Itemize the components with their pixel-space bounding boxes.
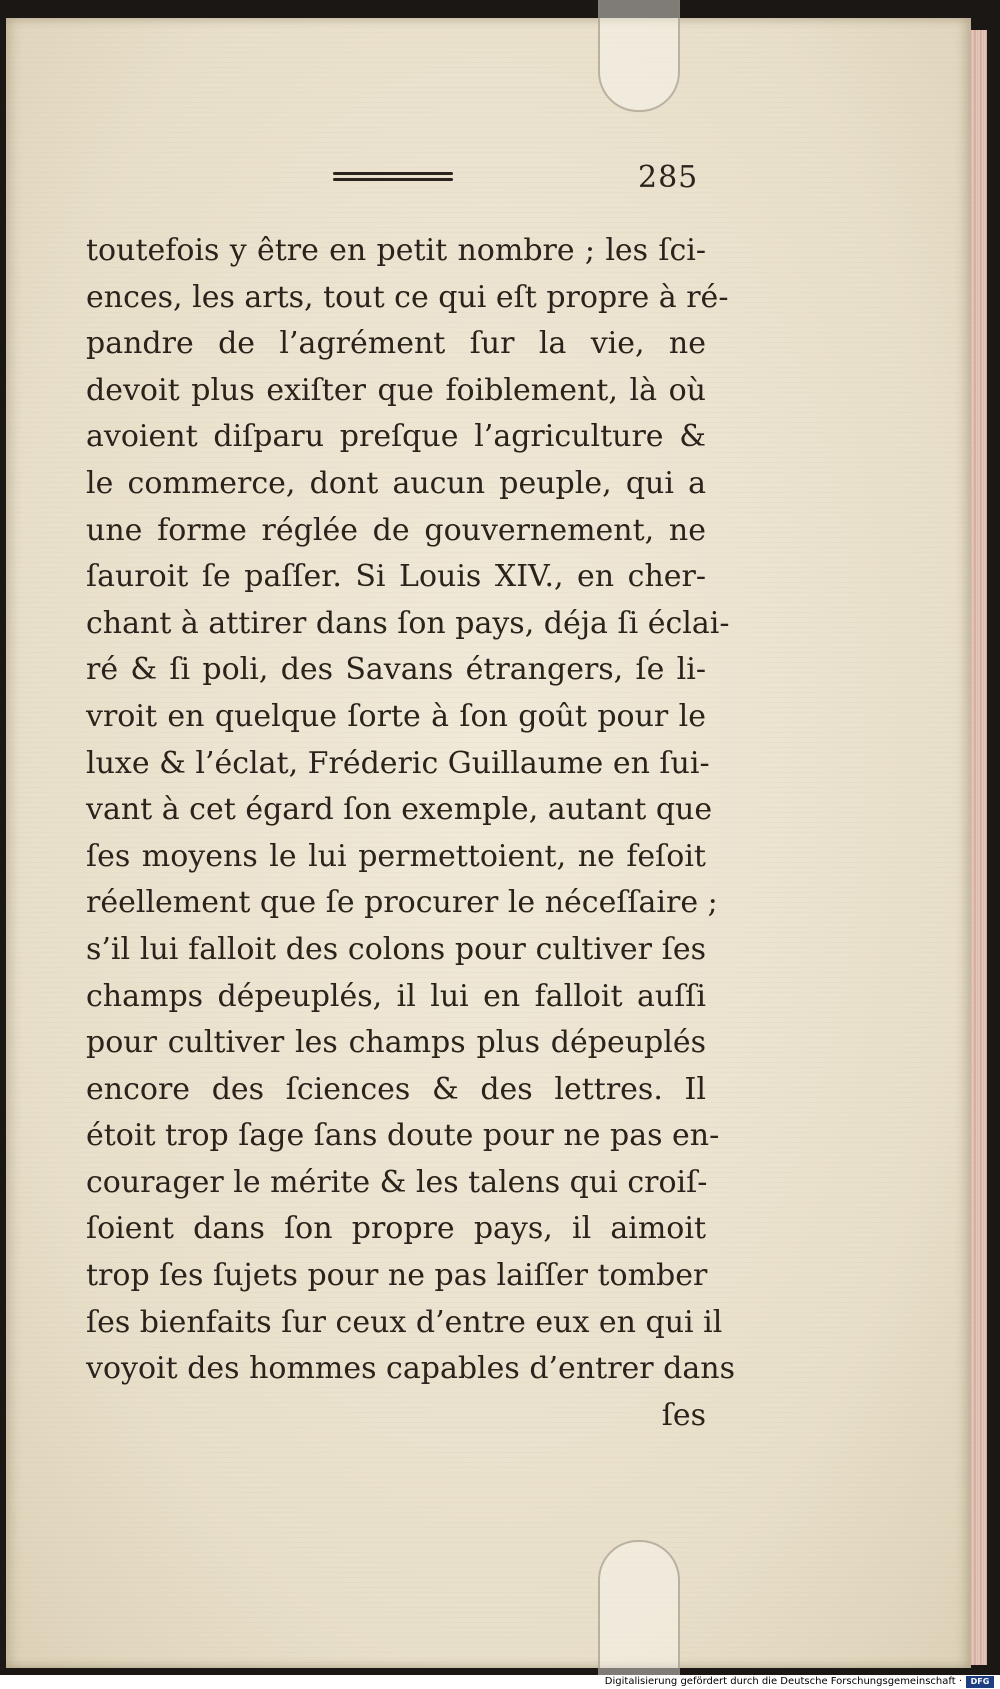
text-line: devoit plus exiſter que foiblement, là où: [86, 372, 706, 408]
catchword: ſes: [661, 1397, 706, 1433]
text-line: étoit trop ſage ſans doute pour ne pas en-: [86, 1118, 720, 1154]
text-line: ſoient dans ſon propre pays, il aimoit: [86, 1211, 706, 1247]
text-line: courager le mérite & les talens qui croiſ-: [86, 1164, 708, 1200]
text-line: encore des ſciences & des lettres. Il: [86, 1071, 706, 1107]
text-line: ſauroit ſe paſſer. Si Louis XIV., en cher-: [86, 559, 706, 595]
text-line: le commerce, dont aucun peuple, qui a: [86, 465, 706, 501]
dfg-logo: DFG: [966, 1676, 994, 1688]
header-rule-line-1: [333, 172, 453, 175]
footer-bar: [0, 1675, 1000, 1689]
text-line: vroit en quelque ſorte à ſon goût pour le: [86, 698, 706, 734]
header-rule: [333, 172, 453, 186]
text-line: une forme réglée de gouvernement, ne: [86, 512, 706, 548]
text-line: voyoit des hommes capables d’entrer dans: [86, 1351, 735, 1387]
top-page-clip: [598, 0, 680, 112]
text-line: pour cultiver les champs plus dépeuplés: [86, 1025, 706, 1061]
text-line: trop ſes ſujets pour ne pas laiſſer tomber: [86, 1258, 708, 1294]
text-line: ſes bienfaits ſur ceux d’entre eux en qui il: [86, 1304, 723, 1340]
text-line: ences, les arts, tout ce qui eſt propre à ré-: [86, 279, 729, 315]
text-line: ré & ſi poli, des Savans étrangers, ſe li-: [86, 652, 706, 688]
text-line: s’il lui falloit des colons pour cultiver ſes: [86, 931, 706, 967]
text-line: luxe & l’éclat, Fréderic Guillaume en ſui-: [86, 745, 710, 781]
body-text: [86, 228, 735, 1439]
text-line: réellement que ſe procurer le néceſſaire ;: [86, 885, 718, 921]
text-line: ſes moyens le lui permettoient, ne feſoit: [86, 838, 706, 874]
text-line: vant à cet égard ſon exemple, autant que: [86, 792, 713, 828]
text-line: toutefois y être en petit nombre ; les ſci-: [86, 233, 706, 268]
text-line: champs dépeuplés, il lui en falloit auſſi: [86, 978, 706, 1014]
digitization-credit: Digitalisierung gefördert durch die Deutsche Forschungsgemeinschaft ·: [604, 1676, 962, 1687]
text-line: pandre de l’agrément ſur la vie, ne: [86, 326, 706, 362]
header-rule-line-2: [333, 178, 453, 181]
text-line: avoient diſparu preſque l’agriculture &: [86, 419, 706, 455]
text-line: chant à attirer dans ſon pays, déja ſi éclai-: [86, 605, 730, 641]
page-number: 285: [638, 160, 699, 195]
bottom-page-clip: [598, 1540, 680, 1682]
